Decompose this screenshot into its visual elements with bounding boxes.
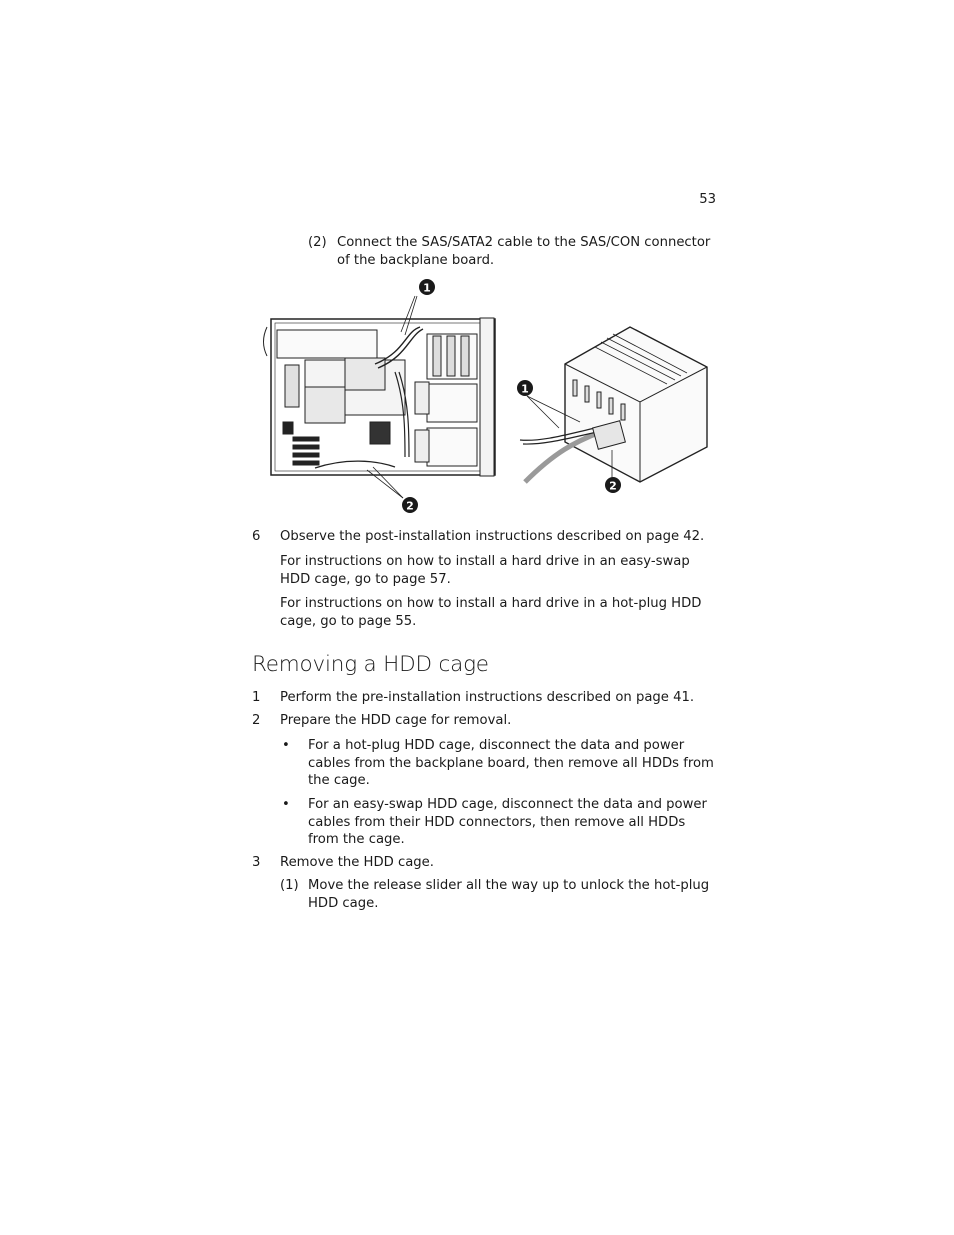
step-6-number: 6	[252, 529, 261, 544]
hdd-cage-diagram	[520, 327, 707, 482]
callout-1-right-label: 1	[521, 382, 529, 396]
step-number: 3	[252, 855, 261, 870]
callout-2-left-label: 2	[406, 499, 414, 513]
callout-1-top	[419, 279, 435, 295]
hdd-cable-illustration	[255, 272, 725, 522]
step-text: Remove the HDD cage.	[280, 855, 434, 870]
page-number: 53	[699, 192, 716, 207]
callout-1-top-label: 1	[423, 281, 431, 295]
sub-step-text: Move the release slider all the way up to unlock the hot-plug HDD cage.	[308, 878, 710, 911]
sub-step-marker: (2)	[308, 235, 327, 250]
step-text: Perform the pre-installation instructions described on page 41.	[280, 690, 695, 705]
bullet-text: For an easy-swap HDD cage, disconnect the data and power cables from their HDD connectors, then remove all HDDs from the cage.	[308, 797, 707, 847]
bullet-text: For a hot-plug HDD cage, disconnect the data and power cables from the backplane board, then remove all HDDs from the cage.	[308, 738, 714, 788]
step-number: 1	[252, 690, 261, 705]
bullet-marker: •	[282, 797, 290, 812]
callout-2-right-label: 2	[609, 479, 617, 493]
callout-2-right	[605, 477, 621, 493]
section-heading: Removing a HDD cage	[252, 652, 489, 677]
callout-1-right	[517, 380, 533, 396]
step-6-paragraph-2: For instructions on how to install a hard drive in a hot-plug HDD cage, go to page 55.	[280, 596, 702, 629]
sub-step-marker: (1)	[280, 878, 299, 893]
chassis-diagram	[264, 296, 496, 498]
callout-2-left	[402, 497, 418, 513]
bullet-marker: •	[282, 738, 290, 753]
step-number: 2	[252, 713, 261, 728]
step-text: Prepare the HDD cage for removal.	[280, 713, 512, 728]
step-6-paragraph-1: For instructions on how to install a hard drive in an easy-swap HDD cage, go to page 57.	[280, 554, 690, 587]
step-6-text: Observe the post-installation instructions described on page 42.	[280, 529, 705, 544]
sub-step-text: Connect the SAS/SATA2 cable to the SAS/CON connector of the backplane board.	[337, 235, 711, 268]
